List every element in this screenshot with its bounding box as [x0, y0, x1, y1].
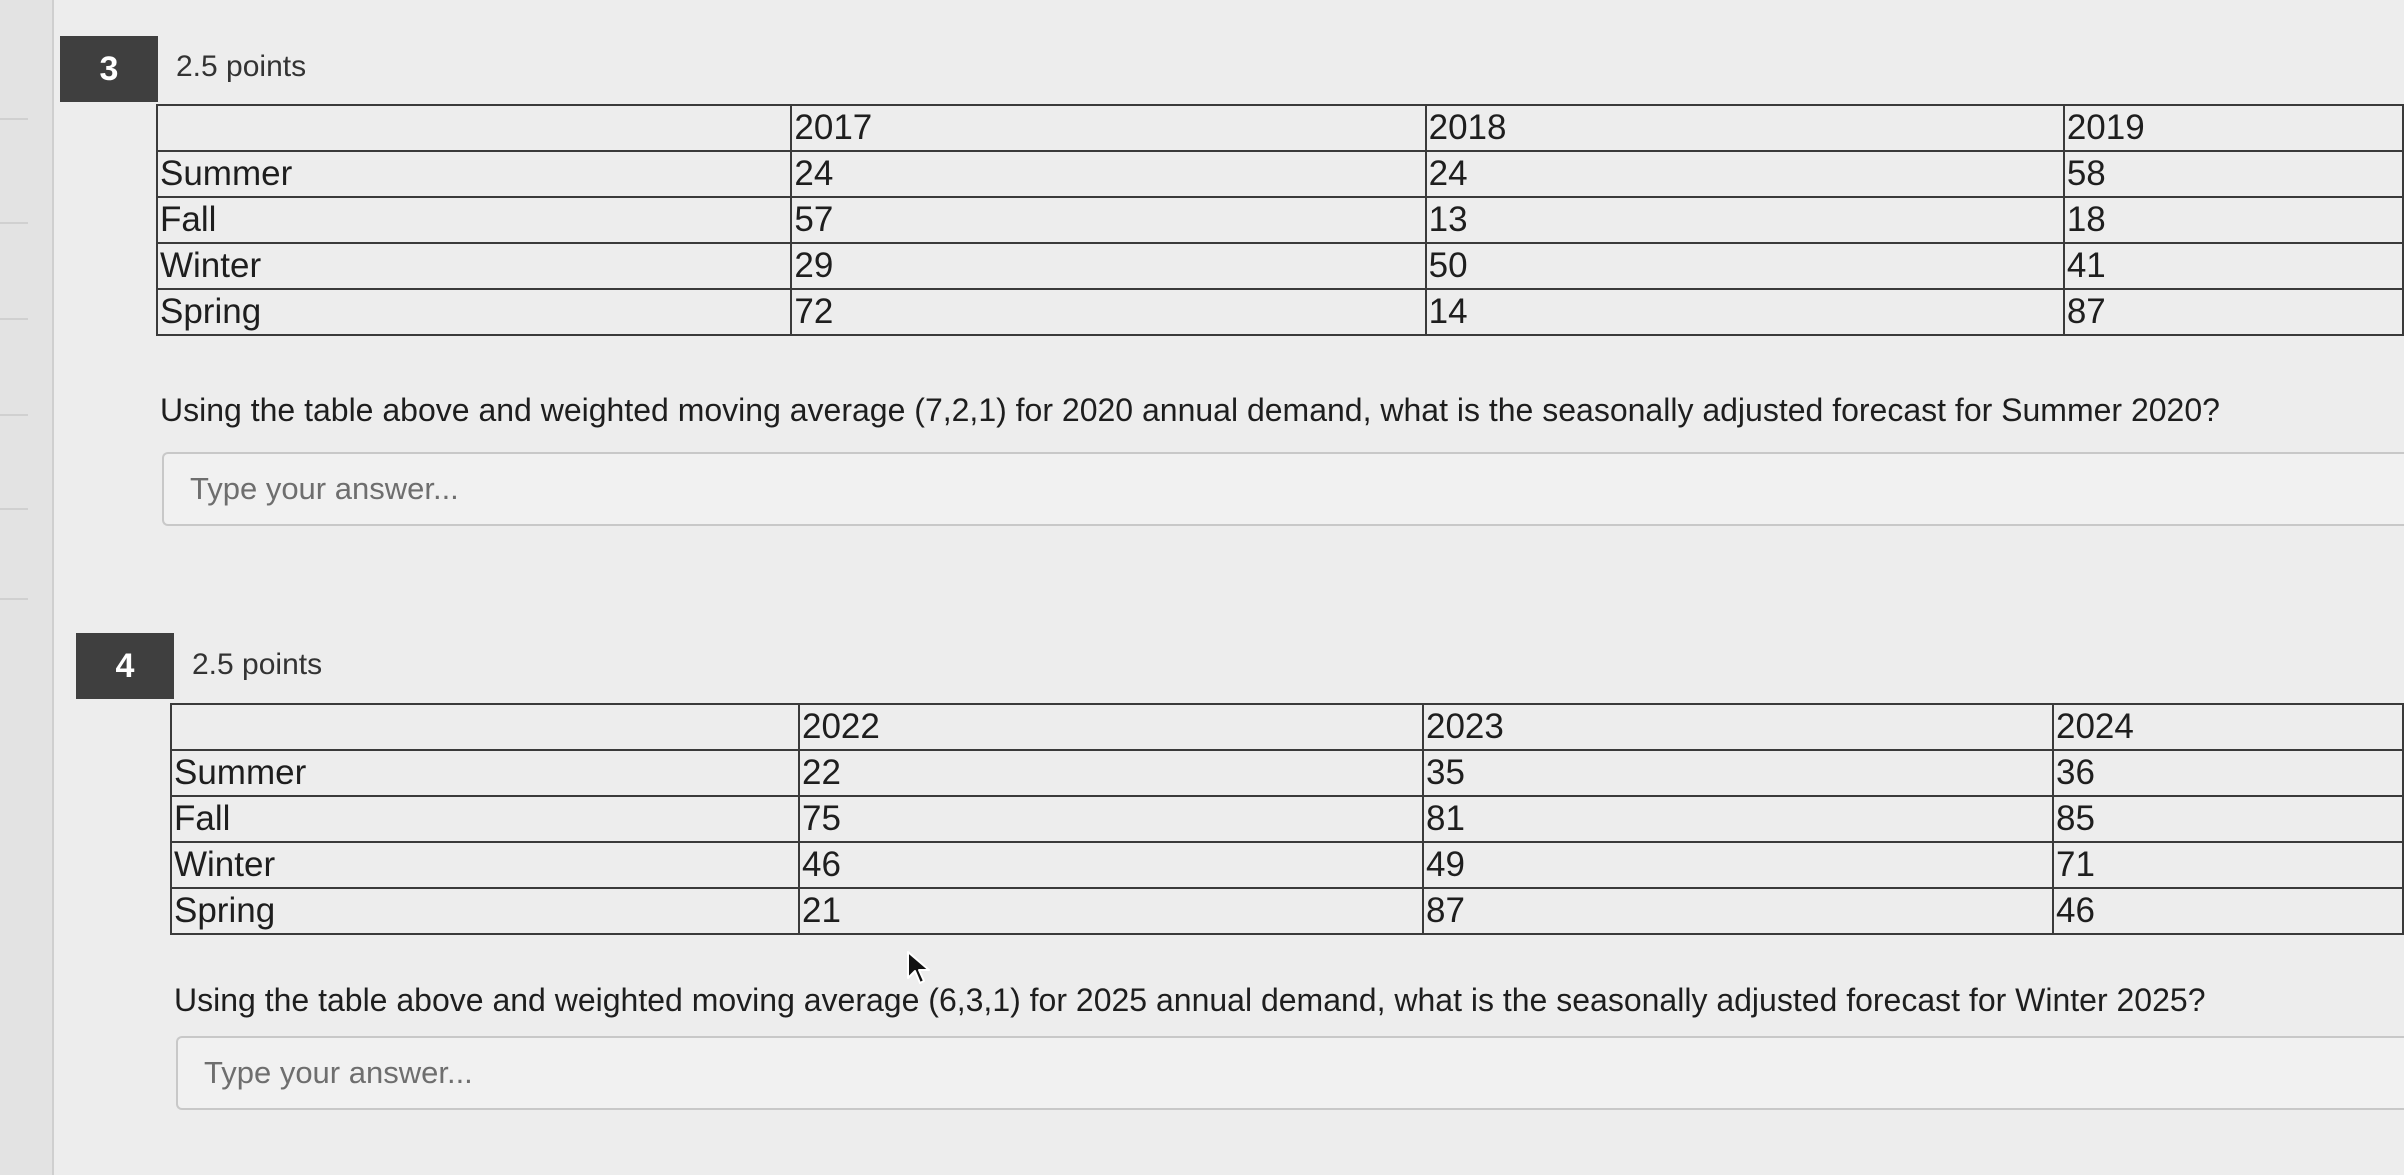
gutter-divider [0, 598, 28, 600]
table-cell: 87 [2064, 289, 2403, 335]
table-cell: 57 [791, 197, 1425, 243]
table-row [171, 888, 2403, 934]
table-row [157, 243, 2403, 289]
table-cell: Winter [171, 842, 799, 888]
table-row [157, 151, 2403, 197]
table-cell: 50 [1426, 243, 2064, 289]
table-cell: 35 [1423, 750, 2053, 796]
table-cell: 75 [799, 796, 1423, 842]
table-cell: 72 [791, 289, 1425, 335]
table-cell: 24 [791, 151, 1425, 197]
table-cell: 85 [2053, 796, 2403, 842]
gutter-divider [0, 414, 28, 416]
table-cell: 41 [2064, 243, 2403, 289]
table-cell: 46 [2053, 888, 2403, 934]
question-prompt: Using the table above and weighted moving average (6,3,1) for 2025 annual demand, what is the seasonally adjusted forecast for Winter 2025? [174, 982, 2206, 1018]
left-gutter [0, 0, 54, 1175]
table-cell: 87 [1423, 888, 2053, 934]
table-header-cell: 2019 [2064, 105, 2403, 151]
table-cell: 18 [2064, 197, 2403, 243]
table-row [157, 289, 2403, 335]
table-cell: Fall [171, 796, 799, 842]
table-cell: 49 [1423, 842, 2053, 888]
table-cell: 46 [799, 842, 1423, 888]
table-header-row [171, 704, 2403, 750]
answer-input[interactable] [162, 452, 2404, 526]
gutter-divider [0, 118, 28, 120]
table-cell: 58 [2064, 151, 2403, 197]
question-points: 2.5 points [176, 50, 307, 83]
table-cell: Summer [171, 750, 799, 796]
table-cell: 14 [1426, 289, 2064, 335]
question-points: 2.5 points [192, 648, 323, 681]
table-cell: 13 [1426, 197, 2064, 243]
table-cell: Spring [171, 888, 799, 934]
gutter-divider [0, 318, 28, 320]
question-prompt: Using the table above and weighted moving average (7,2,1) for 2020 annual demand, what is the seasonally adjusted forecast for Summer 2020? [160, 392, 2220, 428]
table-header-cell: 2018 [1426, 105, 2064, 151]
table-header-cell [157, 105, 791, 151]
question-number-badge: 3 [60, 36, 158, 102]
answer-input[interactable] [176, 1036, 2404, 1110]
table-header-cell: 2023 [1423, 704, 2053, 750]
table-cell: 81 [1423, 796, 2053, 842]
gutter-divider [0, 508, 28, 510]
table-cell: Winter [157, 243, 791, 289]
table-header-cell: 2022 [799, 704, 1423, 750]
table-header-cell [171, 704, 799, 750]
table-cell: 29 [791, 243, 1425, 289]
table-row [171, 842, 2403, 888]
table-row [157, 197, 2403, 243]
table-cell: Spring [157, 289, 791, 335]
table-row [171, 796, 2403, 842]
question-number-badge: 4 [76, 633, 174, 699]
table-cell: 36 [2053, 750, 2403, 796]
table-cell: Fall [157, 197, 791, 243]
table-cell: 71 [2053, 842, 2403, 888]
table-cell: 24 [1426, 151, 2064, 197]
table-cell: 22 [799, 750, 1423, 796]
table-row [171, 750, 2403, 796]
table-header-cell: 2024 [2053, 704, 2403, 750]
gutter-divider [0, 222, 28, 224]
table-cell: Summer [157, 151, 791, 197]
demand-table [156, 104, 2404, 336]
demand-table [170, 703, 2404, 935]
table-header-row [157, 105, 2403, 151]
mouse-pointer-icon [906, 950, 932, 986]
table-header-cell: 2017 [791, 105, 1425, 151]
table-cell: 21 [799, 888, 1423, 934]
